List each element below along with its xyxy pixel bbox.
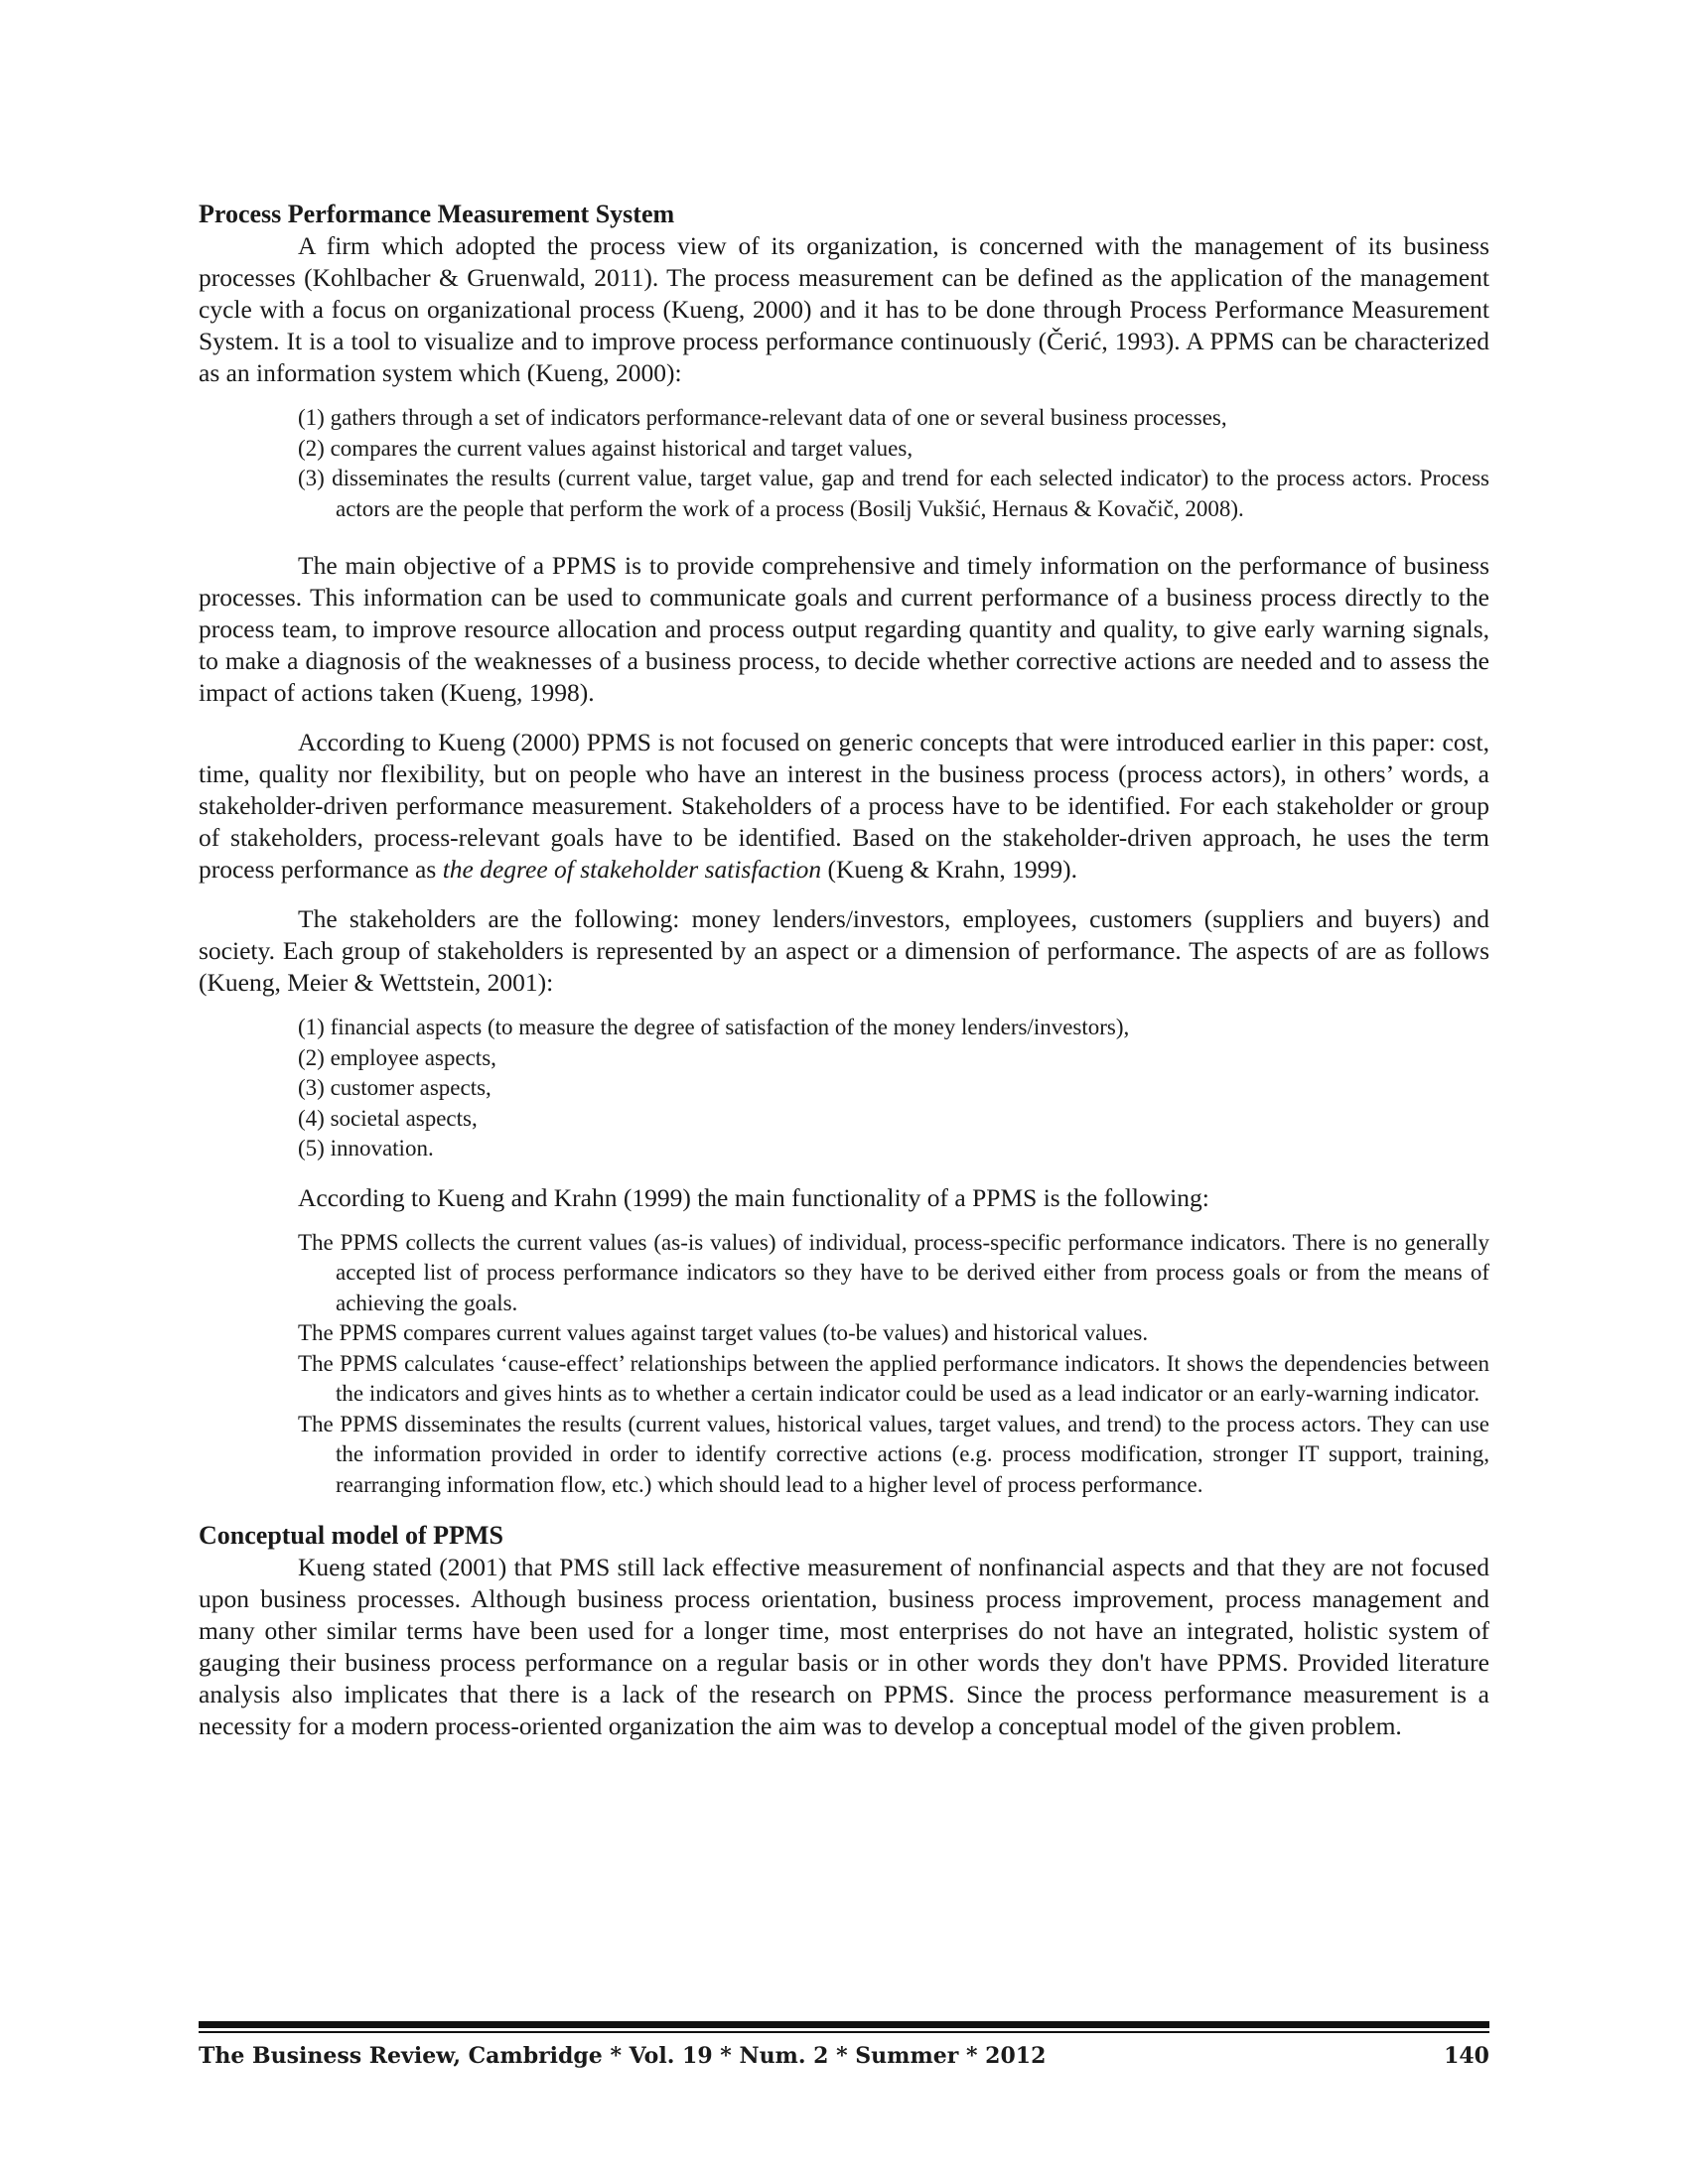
section-heading-ppms: Process Performance Measurement System bbox=[199, 200, 675, 228]
paragraph: The main objective of a PPMS is to provide comprehensive and timely information on the performance of business processes. This information can be used to communicate goals and current performance of a business process directly to the process team, to improve resource allocation and process output regarding quantity and quality, to give early warning signals, to make a diagnosis of the weaknesses of a business process, to decide whether corrective actions are needed and to assess the impact of actions taken (Kueng, 1998). bbox=[199, 551, 1489, 707]
paragraph: A firm which adopted the process view of its organization, is concerned with the management of its business processes (Kohlbacher & Gruenwald, 2011). The process measurement can be defined as the application of the management cycle with a focus on organizational process (Kueng, 2000) and it has to be done through Process Performance Measurement System. It is a tool to visualize and to improve process performance continuously (Čerić, 1993). A PPMS can be characterized as an information system which (Kueng, 2000): bbox=[199, 231, 1489, 387]
list-item: (3) customer aspects, bbox=[298, 1075, 492, 1100]
list-item: The PPMS calculates ‘cause-effect’ relationships between the applied performance indicators. It shows the dependencies between the indicators and gives hints as to whether a certain indicator could be used as a lead indicator or an early-warning indicator. bbox=[298, 1350, 1489, 1406]
list-item: The PPMS disseminates the results (current values, historical values, target values, and trend) to the process actors. They can use the information provided in order to identify corrective actions (e.g. process modification, stronger IT support, training, rearranging information flow, etc.) which should lead to a higher level of process performance. bbox=[298, 1411, 1489, 1497]
footer-line bbox=[199, 2043, 1489, 2069]
section-heading-conceptual-model: Conceptual model of PPMS bbox=[199, 1521, 503, 1550]
list-item: (5) innovation. bbox=[298, 1136, 434, 1160]
paragraph-text: (Kueng & Krahn, 1999). bbox=[821, 855, 1077, 884]
paragraph-text: According to Kueng (2000) PPMS is not focused on generic concepts that were introduced earlier in this paper: cost, time, quality nor flexibility, but on people who have an interest in the business process (process actors), in others’ words, a stakeholder-driven performance measurement. Stakeholders of a process have to be identified. For each stakeholder or group of stakeholders, process-relevant goals have to be identified. Based on the stakeholder-driven approach, he uses the term process performance as bbox=[199, 728, 1489, 884]
list-item: (1) financial aspects (to measure the degree of satisfaction of the money lenders/investors), bbox=[298, 1015, 1130, 1039]
paragraph: The stakeholders are the following: money lenders/investors, employees, customers (suppliers and buyers) and society. Each group of stakeholders is represented by an aspect or a dimension of performance. The aspects of are as follows (Kueng, Meier & Wettstein, 2001): bbox=[199, 904, 1489, 997]
journal-citation: The Business Review, Cambridge * Vol. 19 * Num. 2 * Summer * 2012 bbox=[199, 2043, 1047, 2069]
list-item: (2) compares the current values against historical and target values, bbox=[298, 435, 914, 461]
paragraph: Kueng stated (2001) that PMS still lack effective measurement of nonfinancial aspects and that they are not focused upon business processes. Although business process orientation, business process improvement, process management and many other similar terms have been used for a longer time, most enterprises do not have an integrated, holistic system of gauging their business process performance on a regular basis or in other words they don't have PPMS. Provided literature analysis also implicates that there is a lack of the research on PPMS. Since the process performance measurement is a necessity for a modern process-oriented organization the aim was to develop a conceptual model of the given problem. bbox=[199, 1553, 1489, 1740]
page-footer bbox=[199, 2021, 1489, 2069]
italic-phrase: the degree of stakeholder satisfaction bbox=[442, 855, 822, 884]
paragraph: According to Kueng and Krahn (1999) the main functionality of a PPMS is the following: bbox=[298, 1182, 1209, 1212]
numbered-list-aspects bbox=[199, 1013, 1489, 1164]
list-item: (3) disseminates the results (current value, target value, gap and trend for each selected indicator) to the process actors. Process actors are the people that perform the work of a process (Bosilj Vukšić, Hernaus & Kovačič, 2008). bbox=[298, 466, 1489, 521]
list-item: (4) societal aspects, bbox=[298, 1105, 478, 1131]
list-item: The PPMS collects the current values (as-is values) of individual, process-specific performance indicators. There is no generally accepted list of process performance indicators so they have to be derived either from process goals or from the means of achieving the goals. bbox=[298, 1229, 1489, 1315]
list-item: The PPMS compares current values against target values (to-be values) and historical values. bbox=[298, 1320, 1149, 1345]
paragraph bbox=[199, 727, 1489, 886]
list-item: (2) employee aspects, bbox=[298, 1044, 496, 1070]
page-number: 140 bbox=[1444, 2043, 1489, 2069]
ppms-functionality-list bbox=[199, 1228, 1489, 1501]
list-item: (1) gathers through a set of indicators performance-relevant data of one or several business processes, bbox=[298, 405, 1227, 430]
page-body bbox=[199, 199, 1489, 1742]
footer-rule-thick bbox=[199, 2021, 1489, 2028]
numbered-list-ppms-functions bbox=[199, 403, 1489, 524]
footer-rule-thin bbox=[199, 2031, 1489, 2033]
